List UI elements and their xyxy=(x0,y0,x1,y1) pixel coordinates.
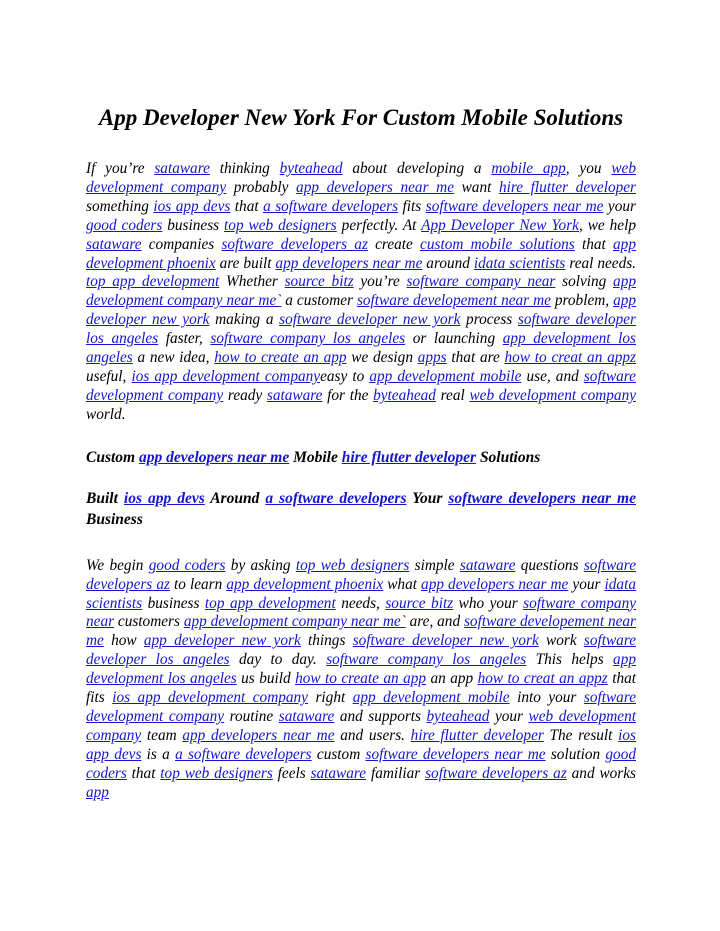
inline-link[interactable]: app developers near me xyxy=(275,254,423,272)
text-run: you’re xyxy=(353,273,407,291)
text-run: and users. xyxy=(334,726,411,744)
text-run: faster, xyxy=(158,330,211,348)
inline-link[interactable]: sataware xyxy=(278,707,335,725)
inline-link[interactable]: how to create an app xyxy=(295,670,427,688)
inline-link[interactable]: app development los angeles xyxy=(86,651,636,688)
text-run: are, and xyxy=(405,613,464,631)
text-run: about developing a xyxy=(342,160,492,177)
text-run: custom xyxy=(311,745,366,763)
inline-link[interactable]: software developers az xyxy=(425,764,567,782)
text-run: things xyxy=(300,632,353,650)
inline-link[interactable]: sataware xyxy=(86,235,142,253)
inline-link[interactable]: apps xyxy=(417,349,447,367)
text-run: who your xyxy=(453,594,524,612)
text-run: problem, xyxy=(550,292,614,310)
inline-link[interactable]: a software developers xyxy=(175,745,312,763)
inline-link[interactable]: software development company xyxy=(86,689,637,725)
text-run: us build xyxy=(236,670,296,688)
text-run: routine xyxy=(224,707,279,725)
inline-link[interactable]: app developers near me xyxy=(421,575,569,593)
inline-link[interactable]: software developement near me xyxy=(86,613,636,650)
text-run: right xyxy=(307,689,353,707)
section-heading-custom-solutions xyxy=(86,447,636,468)
text-run: to learn xyxy=(169,575,227,593)
inline-link[interactable]: sataware xyxy=(154,160,210,177)
inline-link[interactable]: top web designers xyxy=(160,764,273,782)
inline-link[interactable]: software developer los angeles xyxy=(86,632,637,669)
text-run: business xyxy=(142,594,205,612)
text-run: that xyxy=(126,764,161,782)
text-run: Solutions xyxy=(476,448,541,466)
inline-link[interactable]: app developers near me xyxy=(296,178,454,196)
inline-link[interactable]: software developer new york xyxy=(352,632,539,650)
inline-link[interactable]: custom mobile solutions xyxy=(420,235,575,253)
text-run: real xyxy=(435,386,470,404)
text-run: , you xyxy=(565,160,612,177)
inline-link[interactable]: App Developer New York xyxy=(421,216,579,234)
text-run: that fits xyxy=(86,670,636,707)
text-run: making a xyxy=(209,311,280,329)
text-run: that xyxy=(230,197,264,215)
text-run: that are xyxy=(446,349,505,367)
text-run: questions xyxy=(515,556,584,574)
inline-link[interactable]: app developers near me xyxy=(182,726,335,744)
text-run: The result xyxy=(543,726,619,744)
text-run: is a xyxy=(141,745,176,763)
text-run: thinking xyxy=(209,160,280,177)
page-title: App Developer New York For Custom Mobile Solutions xyxy=(98,105,624,130)
inline-link[interactable]: idata scientists xyxy=(86,575,636,612)
text-run: Whether xyxy=(219,273,285,291)
text-run: your xyxy=(603,197,636,215)
text-run: process xyxy=(460,311,518,329)
inline-link[interactable]: sataware xyxy=(310,764,367,782)
text-run: solution xyxy=(545,745,606,763)
text-run: around xyxy=(422,254,474,272)
process-paragraph xyxy=(86,557,636,803)
text-run: companies xyxy=(141,235,222,253)
inline-link[interactable]: ios app development company xyxy=(112,689,308,707)
inline-link[interactable]: app development mobile xyxy=(352,689,510,707)
text-run: If you’re xyxy=(86,160,155,177)
inline-link[interactable]: software developers near me xyxy=(365,745,546,763)
inline-link[interactable]: good coders xyxy=(86,745,636,782)
text-run: use, and xyxy=(521,367,584,385)
text-run: world. xyxy=(86,405,126,423)
inline-link[interactable]: source bitz xyxy=(284,273,354,291)
text-run: day to day. xyxy=(229,651,327,669)
intro-paragraph xyxy=(86,160,636,425)
inline-link[interactable]: app developers near me xyxy=(138,448,290,466)
inline-link[interactable]: how to create an app xyxy=(214,349,347,367)
text-run: by asking xyxy=(225,556,296,574)
inline-link[interactable]: app development phoenix xyxy=(86,235,636,272)
inline-link[interactable]: software company near xyxy=(86,594,637,631)
text-run: Built xyxy=(86,489,124,507)
inline-link[interactable]: ios app devs xyxy=(123,489,205,507)
inline-link[interactable]: web development company xyxy=(469,386,637,404)
inline-link[interactable]: hire flutter developer xyxy=(341,448,477,466)
inline-link[interactable]: sataware xyxy=(459,556,516,574)
text-run: needs, xyxy=(335,594,386,612)
text-run: Custom xyxy=(86,448,139,466)
text-run: This helps xyxy=(526,651,614,669)
text-run: your xyxy=(489,707,529,725)
inline-link[interactable]: hire flutter developer xyxy=(498,178,636,196)
text-run: we design xyxy=(346,349,418,367)
text-run: team xyxy=(141,726,183,744)
inline-link[interactable]: app developer new york xyxy=(143,632,301,650)
text-run: perfectly. At xyxy=(336,216,422,234)
inline-link[interactable]: software developers az xyxy=(86,556,636,593)
inline-link[interactable]: software developers near me xyxy=(425,197,604,215)
inline-link[interactable]: app development los angeles xyxy=(86,330,637,367)
inline-link[interactable]: a software developers xyxy=(263,197,399,215)
text-run: Mobile xyxy=(289,448,342,466)
text-run: simple xyxy=(409,556,460,574)
text-run: familiar xyxy=(366,764,426,782)
text-run: , we help xyxy=(578,216,636,234)
inline-link[interactable]: app development company near me` xyxy=(183,613,406,631)
inline-link[interactable]: ios app devs xyxy=(86,726,636,763)
inline-link[interactable]: good coders xyxy=(148,556,226,574)
text-run: that xyxy=(574,235,614,253)
text-run: easy to xyxy=(320,367,370,385)
inline-link[interactable]: app xyxy=(86,783,109,801)
text-run: a new idea, xyxy=(132,349,215,367)
text-run: for the xyxy=(322,386,374,404)
text-run: fits xyxy=(398,197,426,215)
text-run: business xyxy=(162,216,225,234)
document-page xyxy=(86,102,636,802)
inline-link[interactable]: top app development xyxy=(204,594,336,612)
inline-link[interactable]: top app development xyxy=(86,273,220,291)
text-run: Your xyxy=(406,489,449,507)
text-run: solving xyxy=(555,273,614,291)
text-run: probably xyxy=(226,178,297,196)
inline-link[interactable]: app development mobile xyxy=(369,367,522,385)
text-run: feels xyxy=(272,764,311,782)
inline-link[interactable]: software company los angeles xyxy=(210,330,406,348)
text-run: what xyxy=(383,575,422,593)
inline-link[interactable]: software developer new york xyxy=(279,311,461,329)
inline-link[interactable]: sataware xyxy=(266,386,323,404)
inline-link[interactable]: ios app devs xyxy=(153,197,231,215)
inline-link[interactable]: how to creat an appz xyxy=(477,670,608,688)
inline-link[interactable]: software development company xyxy=(86,367,636,404)
inline-link[interactable]: top web designers xyxy=(224,216,337,234)
inline-link[interactable]: byteahead xyxy=(373,386,436,404)
text-run: into your xyxy=(509,689,584,707)
text-run: an app xyxy=(426,670,478,688)
inline-link[interactable]: byteahead xyxy=(426,707,490,725)
text-run: or launching xyxy=(405,330,503,348)
text-run: your xyxy=(568,575,605,593)
inline-link[interactable]: how to creat an appz xyxy=(504,349,637,367)
text-run: work xyxy=(538,632,584,650)
inline-link[interactable]: software developement near me xyxy=(356,292,551,310)
text-run: create xyxy=(367,235,421,253)
inline-link[interactable]: hire flutter developer xyxy=(410,726,544,744)
inline-link[interactable]: app developer new york xyxy=(86,292,637,329)
inline-link[interactable]: mobile app xyxy=(491,160,566,177)
text-run: are built xyxy=(215,254,276,272)
text-run: want xyxy=(453,178,499,196)
inline-link[interactable]: source bitz xyxy=(385,594,454,612)
text-run: Around xyxy=(204,489,266,507)
text-run: and works xyxy=(566,764,636,782)
text-run: customers xyxy=(114,613,184,631)
inline-link[interactable]: software developers near me xyxy=(448,489,636,507)
text-run: how xyxy=(103,632,144,650)
inline-link[interactable]: idata scientists xyxy=(473,254,566,272)
section-heading-built-around-business xyxy=(86,488,636,530)
inline-link[interactable]: software company near xyxy=(406,273,556,291)
inline-link[interactable]: byteahead xyxy=(279,160,343,177)
inline-link[interactable]: top web designers xyxy=(295,556,410,574)
text-run: and supports xyxy=(334,707,427,725)
inline-link[interactable]: app development phoenix xyxy=(226,575,384,593)
inline-link[interactable]: a software developers xyxy=(265,489,407,507)
text-run: We begin xyxy=(86,556,149,574)
text-run: something xyxy=(86,197,154,215)
inline-link[interactable]: software developer los angeles xyxy=(86,311,636,348)
inline-link[interactable]: ios app development company xyxy=(131,367,321,385)
text-run: ready xyxy=(223,386,267,404)
inline-link[interactable]: web development company xyxy=(86,707,636,744)
inline-link[interactable]: software developers az xyxy=(221,235,368,253)
text-run: a customer xyxy=(281,292,357,310)
text-run: useful, xyxy=(86,367,132,385)
inline-link[interactable]: app development company near me` xyxy=(86,273,636,310)
inline-link[interactable]: web development company xyxy=(86,160,636,196)
text-run: Business xyxy=(86,510,143,528)
text-run: real needs. xyxy=(565,254,637,272)
inline-link[interactable]: software company los angeles xyxy=(326,651,527,669)
inline-link[interactable]: good coders xyxy=(86,216,163,234)
